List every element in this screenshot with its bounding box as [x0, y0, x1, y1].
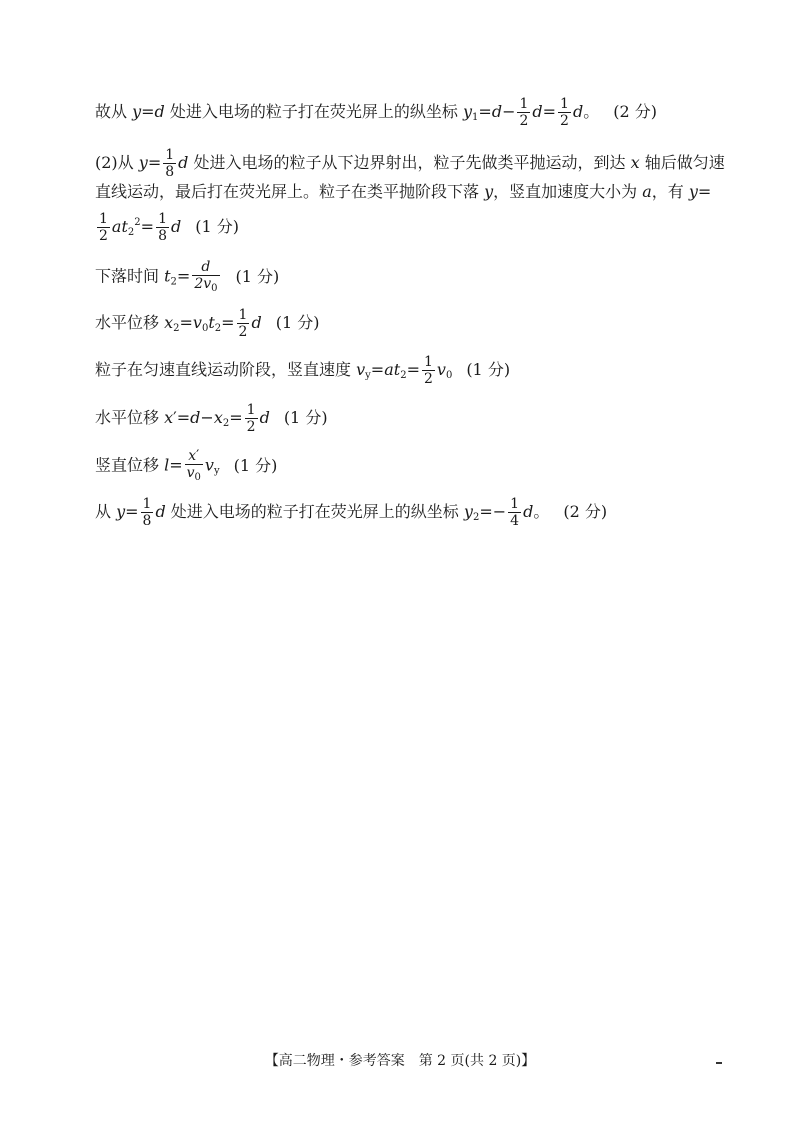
subscript: 2	[127, 227, 135, 238]
op: =	[141, 102, 155, 121]
line-final-coordinate-y1	[95, 97, 657, 128]
var-v: v	[356, 360, 366, 379]
text: 故从	[95, 102, 133, 121]
var-d: d	[155, 502, 166, 521]
line-fall-equation	[95, 212, 239, 243]
text: 下落时间	[95, 266, 165, 286]
var-y: y	[688, 182, 698, 201]
text: ，竖直加速度大小为	[493, 182, 643, 201]
text: 处进入电场的粒子打在荧光屏上的纵坐标	[164, 102, 463, 121]
subscript: y	[365, 370, 371, 381]
fraction-one-eighth: $\frac{1}{8}$	[142, 496, 152, 529]
var-x: x	[630, 153, 640, 172]
fraction-one-eighth: $\frac{1}{8}$	[158, 211, 167, 244]
subscript: 2	[214, 323, 222, 334]
op: =	[479, 502, 493, 521]
op: −	[502, 102, 516, 121]
text: 从	[95, 502, 117, 521]
var-d: d	[251, 313, 262, 332]
var-x: x	[164, 408, 174, 427]
fraction-one-half: $\frac{1}{2}$	[423, 354, 433, 387]
subscript: 1	[472, 112, 479, 123]
score-badge: (1 分)	[195, 217, 239, 236]
text: 。	[533, 502, 550, 521]
op: =	[140, 217, 155, 236]
subscript: 2	[472, 512, 480, 523]
var-y: y	[463, 502, 473, 521]
score-badge: (2 分)	[563, 502, 608, 521]
fraction-one-half: $\frac{1}{2}$	[560, 96, 569, 129]
corner-mark	[716, 1062, 722, 1064]
line-final-coordinate-y2	[95, 497, 607, 528]
op: =	[176, 408, 191, 427]
var-y: y	[132, 102, 142, 121]
var-d: d	[523, 502, 534, 521]
var-d: d	[154, 102, 165, 121]
superscript: 2	[134, 217, 141, 228]
text: 水平位移	[95, 408, 165, 427]
var-d: d	[170, 217, 182, 236]
text: 。	[583, 102, 600, 121]
op: =	[697, 182, 712, 201]
var-v: v	[204, 455, 214, 475]
var-d: d	[572, 102, 584, 121]
score-badge: (1 分)	[283, 408, 328, 427]
subscript: 2	[170, 276, 177, 288]
var-v: v	[436, 360, 446, 379]
op: =	[176, 266, 191, 286]
subscript: y	[213, 465, 220, 477]
var-d: d	[259, 408, 270, 427]
subscript: 2	[173, 323, 180, 334]
op: =	[370, 360, 385, 379]
fraction-one-eighth: $\frac{1}{8}$	[165, 147, 175, 180]
var-d: d	[178, 153, 189, 172]
fraction-one-half: $\frac{1}{2}$	[99, 211, 108, 244]
score-badge: (1 分)	[233, 455, 278, 475]
line-part2-continued	[95, 184, 711, 200]
score-badge: (1 分)	[275, 313, 320, 332]
var-v: v	[192, 313, 202, 332]
score-badge: (1 分)	[466, 360, 511, 379]
var-a: a	[384, 360, 394, 379]
fraction-one-half: $\frac{1}{2}$	[519, 96, 529, 129]
subscript: 0	[201, 323, 209, 334]
op: =	[169, 455, 183, 475]
op: =	[478, 102, 492, 121]
score-badge: (2 分)	[613, 102, 657, 121]
op: =	[229, 408, 243, 427]
var-d: d	[532, 102, 543, 121]
var-a: a	[642, 182, 652, 201]
fraction-one-half: $\frac{1}{2}$	[238, 307, 248, 340]
var-t: t	[393, 360, 401, 379]
text: 轴后做匀速	[639, 153, 725, 172]
subscript: 2	[222, 418, 230, 429]
var-y: y	[462, 102, 473, 121]
var-a: a	[111, 217, 122, 236]
text: 直线运动，最后打在荧光屏上。粒子在类平抛阶段下落	[95, 182, 485, 201]
text: 竖直位移	[95, 455, 165, 475]
var-y: y	[116, 502, 126, 521]
text: 处进入电场的粒子打在荧光屏上的纵坐标	[165, 502, 464, 521]
op: −	[492, 502, 507, 521]
fraction-x-prime-over-v0: $\frac{x'}{v_0}$	[186, 448, 201, 483]
page-footer: 【高二物理・参考答案 第 2 页(共 2 页)】	[264, 1053, 536, 1069]
var-t: t	[208, 313, 215, 332]
line-horizontal-displacement-x-prime	[95, 403, 328, 434]
text: ，有	[651, 182, 689, 201]
line-vertical-velocity	[95, 355, 510, 386]
var-x: x	[213, 408, 223, 427]
var-x: x	[164, 313, 174, 332]
op: =	[179, 313, 193, 332]
var-d: d	[491, 102, 503, 121]
line-fall-time	[95, 260, 279, 294]
fraction-one-half: $\frac{1}{2}$	[246, 402, 256, 435]
var-t: t	[121, 217, 128, 236]
op: −	[200, 408, 214, 427]
line-part2-intro	[95, 148, 725, 179]
var-d: d	[190, 408, 201, 427]
prime: ′	[173, 408, 177, 427]
var-y: y	[138, 153, 148, 172]
subscript: 0	[445, 370, 453, 381]
fraction-d-over-2v0: $\frac{d}{2v_0}$	[194, 259, 218, 294]
op: =	[406, 360, 420, 379]
line-vertical-displacement	[95, 449, 277, 483]
var-l: l	[164, 455, 170, 475]
text: 处进入电场的粒子从下边界射出，粒子先做类平抛运动，到达	[188, 153, 631, 172]
fraction-one-quarter: $\frac{1}{4}$	[510, 496, 520, 529]
text: 水平位移	[95, 313, 165, 332]
var-y: y	[484, 182, 494, 201]
op: =	[125, 502, 139, 521]
op: =	[542, 102, 557, 121]
text: 粒子在匀速直线运动阶段，竖直速度	[95, 360, 357, 379]
var-t: t	[164, 266, 171, 286]
op: =	[147, 153, 162, 172]
op: =	[221, 313, 235, 332]
text: (2)从	[95, 153, 139, 172]
line-horizontal-displacement-x2	[95, 308, 319, 339]
subscript: 2	[400, 370, 407, 381]
score-badge: (1 分)	[235, 266, 280, 286]
